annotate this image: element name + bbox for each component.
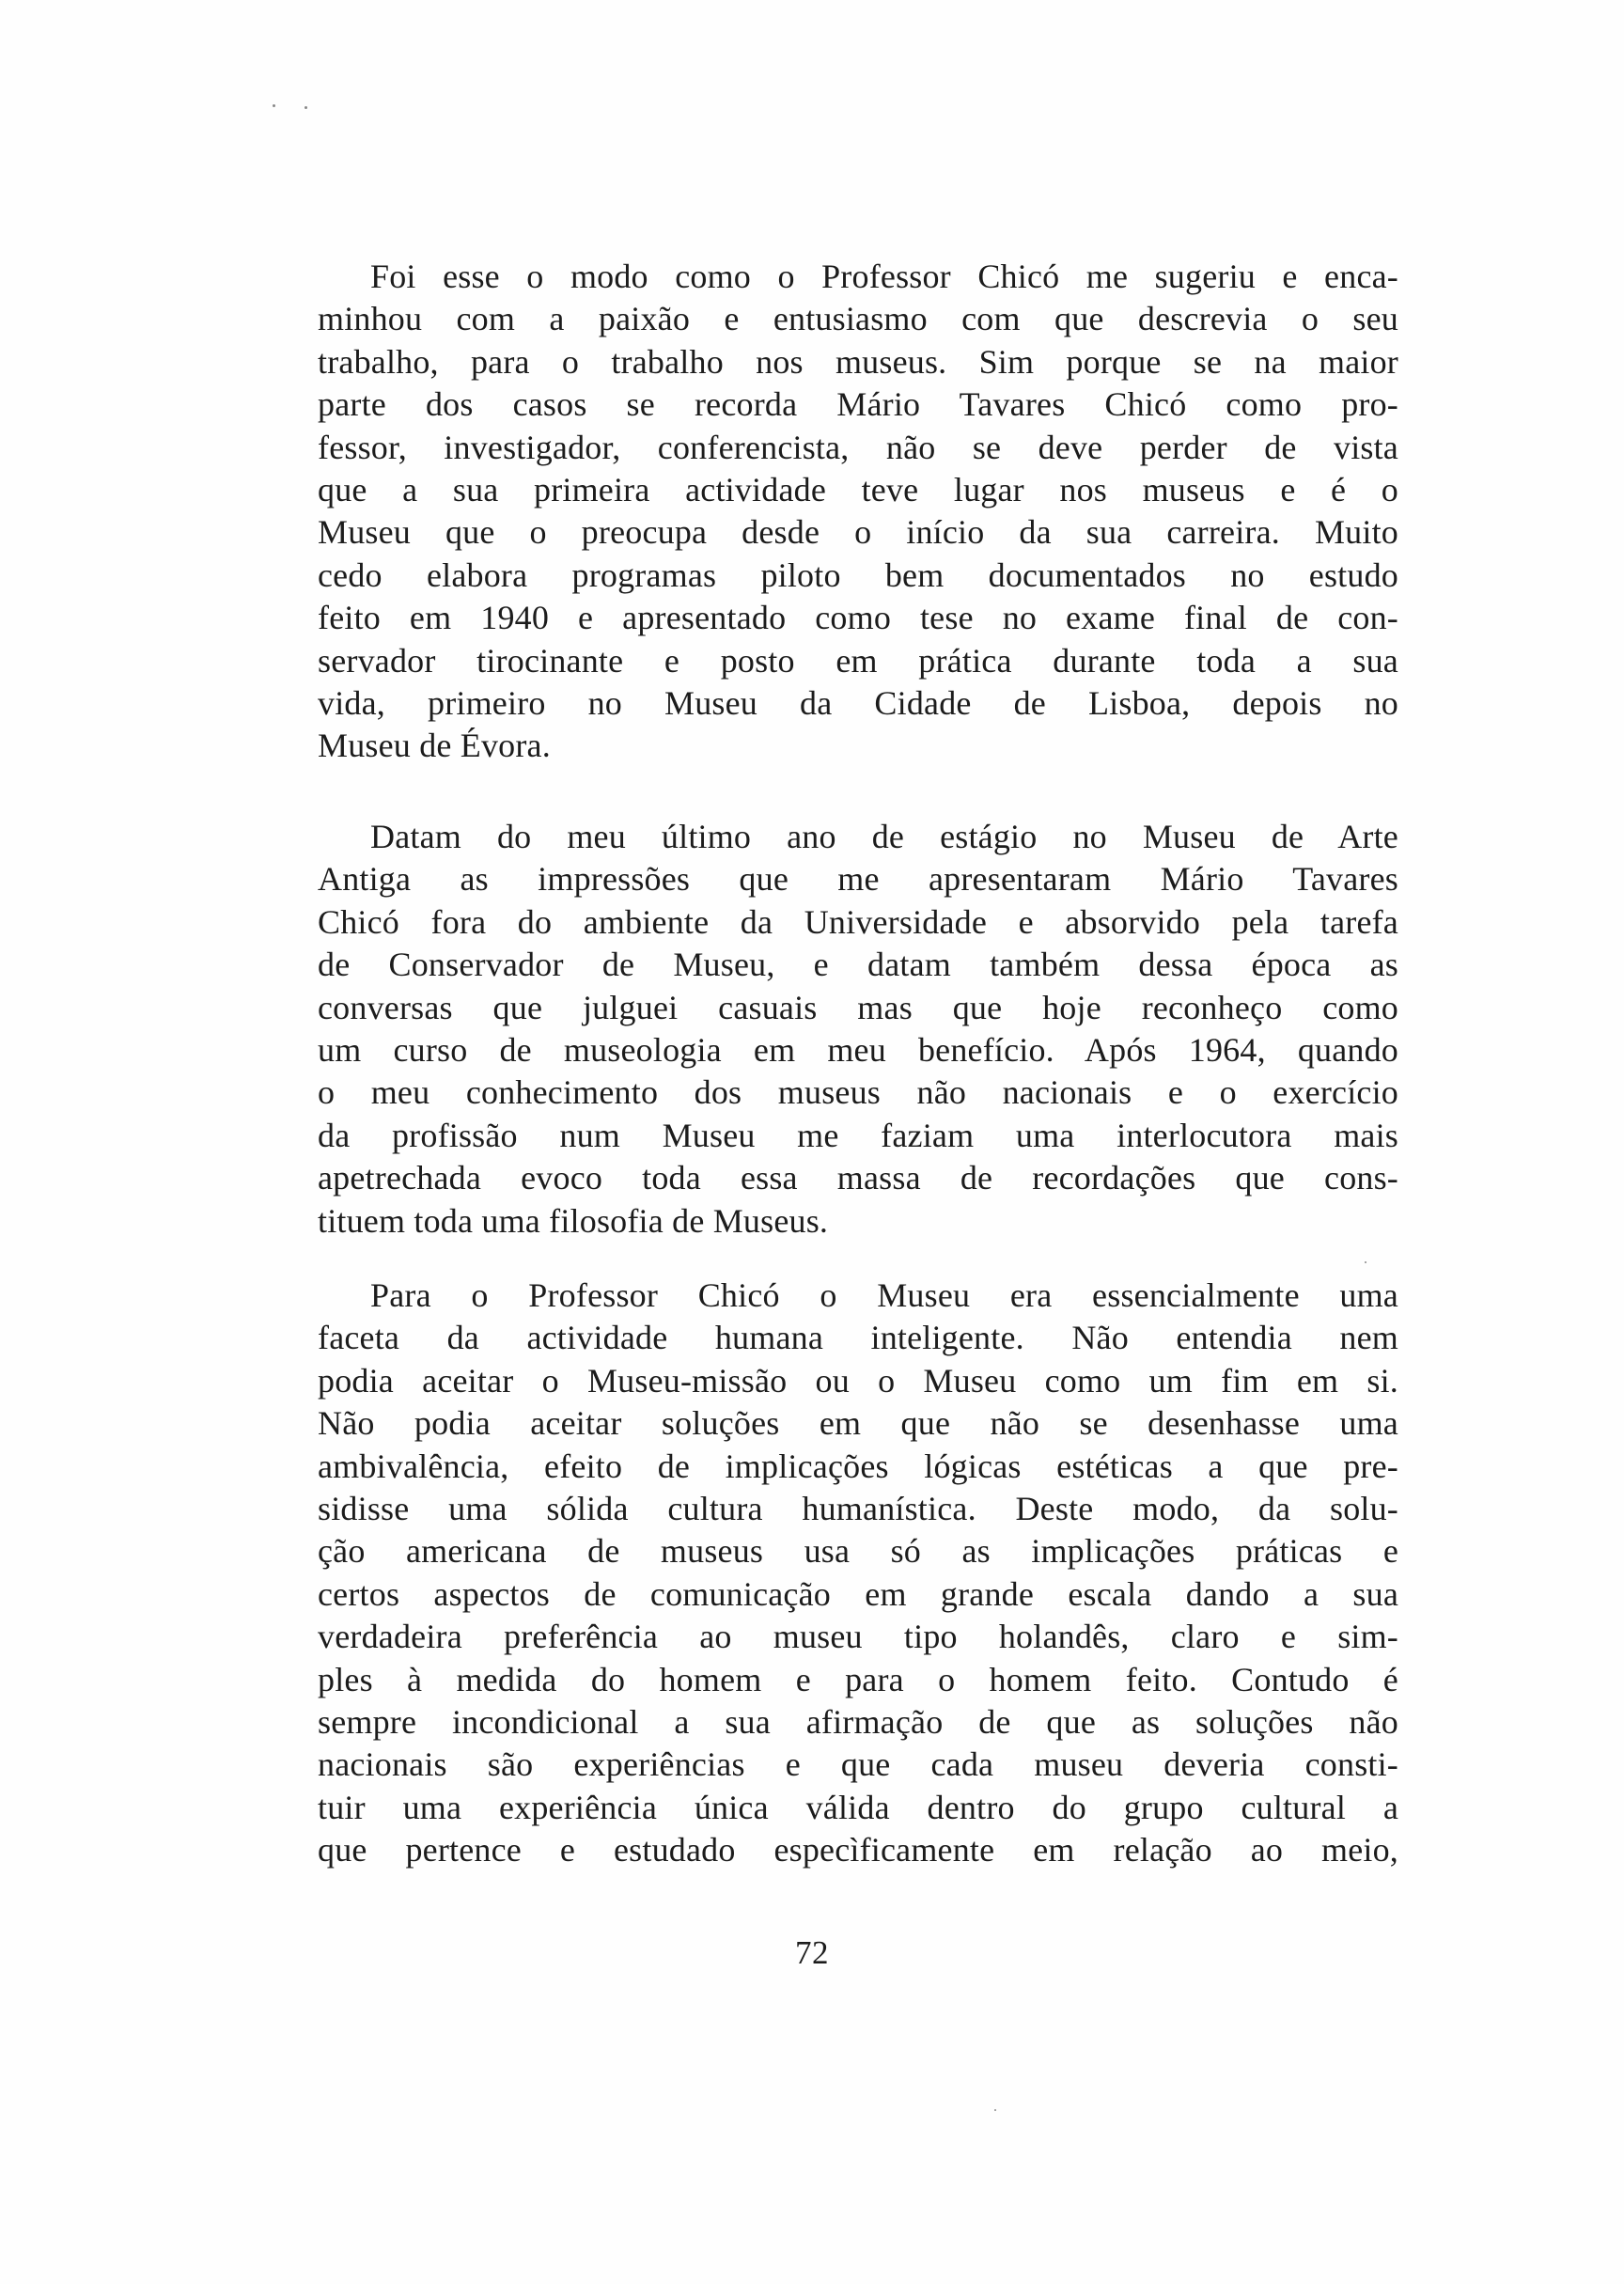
text-line: sidisse uma sólida cultura humanística. Deste modo, da solu-: [318, 1490, 1398, 1528]
text-line: podia aceitar o Museu-missão ou o Museu como um fim em si.: [318, 1361, 1398, 1400]
text-line: conversas que julguei casuais mas que hoje reconheço como: [318, 988, 1398, 1026]
text-line: Para o Professor Chicó o Museu era essencialmente uma: [370, 1276, 1398, 1314]
text-line: parte dos casos se recorda Mário Tavares Chicó como pro-: [318, 385, 1398, 424]
text-line: Foi esse o modo como o Professor Chicó me sugeriu e enca-: [370, 258, 1398, 295]
text-line: Antiga as impressões que me apresentaram Mário Tavares: [318, 860, 1398, 899]
text-line: apetrechada evoco toda essa massa de recordações que cons-: [318, 1159, 1398, 1197]
text-line: fessor, investigador, conferencista, não se deve perder de vista: [318, 428, 1398, 466]
text-line: que pertence e estudado especìficamente em relação ao meio,: [318, 1831, 1398, 1869]
text-line: Datam do meu último ano de estágio no Museu de Arte: [370, 818, 1398, 855]
scan-speck: [304, 106, 307, 109]
paragraph-3: [318, 1275, 1398, 1872]
text-line: sempre incondicional a sua afirmação de que as soluções não: [318, 1703, 1398, 1742]
text-line: nacionais são experiências e que cada museu deveria consti-: [318, 1745, 1398, 1784]
text-line: ção americana de museus usa só as implicações práticas e: [318, 1532, 1398, 1571]
text-line: feito em 1940 e apresentado como tese no exame final de con-: [318, 599, 1398, 637]
text-line: verdadeira preferência ao museu tipo holandês, claro e sim-: [318, 1618, 1398, 1656]
scan-speck: [994, 2109, 996, 2111]
text-line: Museu de Évora.: [318, 727, 551, 765]
text-line: um curso de museologia em meu benefício. Após 1964, quando: [318, 1031, 1398, 1070]
text-line: Museu que o preocupa desde o início da sua carreira. Muito: [318, 513, 1398, 552]
text-line: cedo elabora programas piloto bem documentados no estudo: [318, 555, 1398, 594]
text-line: minhou com a paixão e entusiasmo com que descrevia o seu: [318, 300, 1398, 338]
text-line: ambivalência, efeito de implicações lógicas estéticas a que pre-: [318, 1447, 1398, 1485]
text-line: o meu conhecimento dos museus não nacionais e o exercício: [318, 1073, 1398, 1112]
text-line: servador tirocinante e posto em prática durante toda a sua: [318, 641, 1398, 680]
text-line: faceta da actividade humana inteligente. Não entendia nem: [318, 1319, 1398, 1357]
text-line: da profissão num Museu me faziam uma interlocutora mais: [318, 1116, 1398, 1154]
text-line: vida, primeiro no Museu da Cidade de Lisboa, depois no: [318, 684, 1398, 723]
scan-speck: [1365, 1261, 1366, 1263]
text-line: ples à medida do homem e para o homem feito. Contudo é: [318, 1660, 1398, 1698]
text-line: tuir uma experiência única válida dentro do grupo cultural a: [318, 1788, 1398, 1826]
text-line: certos aspectos de comunicação em grande escala dando a sua: [318, 1574, 1398, 1613]
paragraph-1: [318, 256, 1398, 768]
text-line: Chicó fora do ambiente da Universidade e absorvido pela tarefa: [318, 902, 1398, 941]
text-line: tituem toda uma filosofia de Museus.: [318, 1201, 829, 1240]
text-line: Não podia aceitar soluções em que não se desenhasse uma: [318, 1404, 1398, 1443]
page-number: 72: [795, 1934, 829, 1971]
text-line: trabalho, para o trabalho nos museus. Sim porque se na maior: [318, 342, 1398, 381]
text-line: que a sua primeira actividade teve lugar nos museus e é o: [318, 471, 1398, 509]
scan-speck: [273, 104, 275, 107]
paragraph-2: [318, 816, 1398, 1243]
text-line: de Conservador de Museu, e datam também dessa época as: [318, 946, 1398, 984]
